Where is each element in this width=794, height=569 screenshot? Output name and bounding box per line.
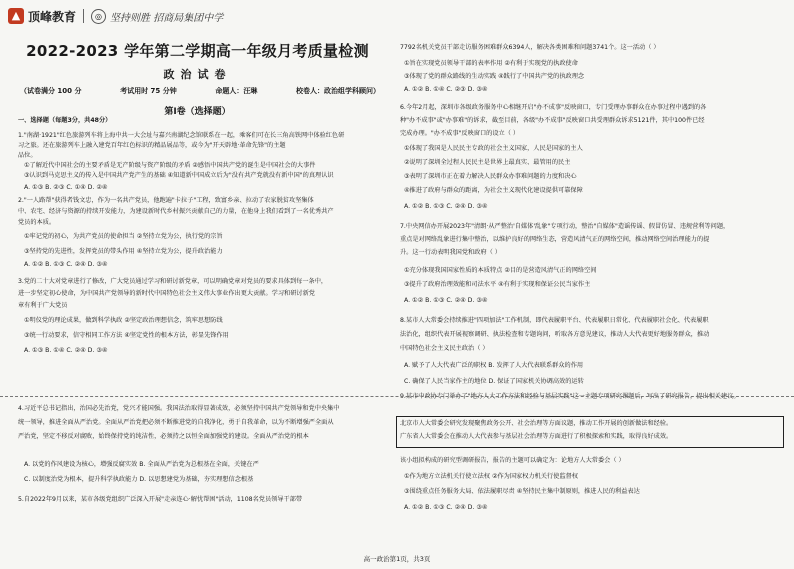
option-line: ②说明了深圳全过程人民民主是世界上最真实、最管用的民主 <box>404 159 571 166</box>
question-line: 9.某市中政协专门举办了"地方人大工作方法和经验与基层实践"这一主题专项研究课题后，写出了研究报告，提出相关建议。 <box>400 393 740 400</box>
option-line: ①旨在实现党员领导干部的表率作用 ②有利于实现党的执政使命 <box>404 60 578 67</box>
header-logo <box>8 6 223 26</box>
brand-name: 顶峰教育 <box>28 9 77 24</box>
option-line: ③提升了政府治理效能和司法水平 ④有利于实现和保证公民当家作主 <box>404 281 591 288</box>
handwritten-note: 坚持则胜 招商局集团中学 <box>110 12 224 24</box>
meta-author: 命题人：汪琳 <box>215 87 258 95</box>
peak-logo-icon: ▲ <box>8 8 24 24</box>
question-line: 7.中央网信办开展2023年"清朗·从严整治'自媒体'乱象"专项行动，整治"自媒体"造谣传谣、假冒仿冒、违规营利等问题， <box>400 223 730 230</box>
meta-reviewer: 校卷人：政治组学科顾问） <box>296 87 380 95</box>
question-line: 法治化，组织代表开展视察调研、执法检查和专题询问，听取各方意见建议，推动人大代表更好地服务群众，推动 <box>400 331 710 338</box>
answer-choices: A. ①② B. ①③ C. ②④ D. ③④ <box>404 297 488 304</box>
answer-choices: A. ①③ B. ②③ C. ①④ D. ②④ <box>24 184 108 191</box>
option-line: A. 赋予了人大代表广泛的职权 B. 发挥了人大代表联系群众的作用 <box>404 362 584 369</box>
option-line: ①体现了我国是人民民主专政的社会主义国家，人民是国家的主人 <box>404 145 583 152</box>
question-line: 进一步坚定初心使命，为中国共产党领导的新时代中国特色社会主义伟大事业作出更大贡献。学习和研讨新党 <box>18 290 315 297</box>
option-line: ①充分体现我国国家性质的本质特点 ②目的是营造风清气正的网络空间 <box>404 267 597 274</box>
question-line: 中、农宅、经济与资源的持续开发能力，为建设新时代乡村振兴贡献自己的力量，在他身上我们看到了一名优秀共产 <box>18 208 334 215</box>
question-line: 3.党的二十大对党章进行了修改，广大党员通过学习和研讨新党章，可以明确党章对党员的要求具体到每一条中， <box>18 278 328 285</box>
question-line: 1."南湖·1921"红色旅游列车将上海中共一大会址与嘉兴南湖纪念馆联系在一起，乘客们可在长三角高铁网中体验红色研 <box>18 132 345 139</box>
question-line: 完成办理。"办不成事"反映窗口的设立（ ） <box>400 130 520 137</box>
seal-icon: ◎ <box>91 9 106 24</box>
question-line: 严治党，坚定不移反对腐败，始终保持党的纯洁性，必须持之以恒全面加强党的建设。全面从严治党的根本 <box>18 433 309 440</box>
option-line: C. 确保了人民当家作主的地位 D. 保证了国家机关协调高效的运转 <box>404 378 584 385</box>
option-line: C. 以制度治党为根本，提升科学执政能力 D. 以思想建党为基础，夯实理想信念根基 <box>24 476 254 483</box>
option-line: A. 以党的作风建设为核心，增强反腐实效 B. 全面从严治党为总根基在全面，关键在严 <box>24 461 259 468</box>
meta-score: （试卷满分 100 分 <box>20 87 82 95</box>
question-line: 5.自2022年9月以来，某市各级党组织广泛深入开展"走亲连心·解忧帮困"活动，1108名党员领导干部带 <box>18 496 303 503</box>
question-line: 6.今年2月起，深圳市各级政务服务中心相继开启"办不成事"反映窗口，专门受理办事群众在办事过程中遇到的各 <box>400 104 707 111</box>
question-line: 升。这一行动表明我国党和政府（ ） <box>400 249 501 256</box>
page-footer: 高一政治第1页，共3页 <box>363 555 431 563</box>
question-line: 党员的本质。 <box>18 219 56 226</box>
option-line: ③表明了深圳市正在着力解决人民群众办事难问题的力度和决心 <box>404 173 577 180</box>
question-line: 种"办不成事"或"办事难"的诉求，截至目前，各级"办不成事"反映窗口共受理群众诉求5121件，其中100件已经 <box>400 117 705 124</box>
question-line: 统一领导，推进全面从严治党。全面从严治党把必须不断推进党的自我净化，勇于自我革命，以为不断增强严全面从 <box>18 419 334 426</box>
question-line: 重点是对网络乱象进行集中整治，以维护良好的网络生态，营造风清气正的网络空间，推动网络空间治理能力的提 <box>400 236 710 243</box>
question-line: 8.某市人大常委会持续推进"四项加法"工作机制，即代表履职平台、代表履职日常化、代表履职社会化、代表履职 <box>400 317 709 324</box>
question-line: 4.习近平总书记指出，治国必先治党，党兴才能国强。我国法治取得显著成效，必须坚持中国共产党领导和党中央集中 <box>18 405 340 412</box>
question-line: 习之旅。还在旅游列车上融入建党百年红色标识的精品展品等，或今为"开天辟地·革命先锋"的主题 <box>18 142 286 149</box>
option-line: ③围绕重点任务服务大局、依法履职尽责 ④坚持民主集中制原则，推进人民的利益表达 <box>404 488 640 495</box>
exam-subject: 政治试卷 <box>163 68 232 81</box>
exam-title: 2022-2023 学年第二学期高一年级月考质量检测 <box>26 42 369 60</box>
option-line: ③体现了党的群众路线的生动实践 ④践行了中国共产党的执政理念 <box>404 73 585 80</box>
option-line: ③认识到马克思主义的传入是中国共产党产生的基础 ④知道新中国成立后为"没有共产党就没有新中国"的真理认识 <box>24 172 334 179</box>
option-line: ④推进了政府与群众的距离，为社会主义现代化建设提供可靠保障 <box>404 187 583 194</box>
exam-meta <box>20 86 380 96</box>
fold-line <box>0 396 794 397</box>
option-line: ③统一行动要求，信守相同工作方法 ④坚定党性的根本方法，彰显先锋作用 <box>24 332 229 339</box>
option-line: ①了解近代中国社会的主要矛盾是无产阶级与资产阶级的矛盾 ②感悟中国共产党的诞生是中国社会的大事件 <box>24 162 316 169</box>
question-line: 7792名机关党员干部走访服务困难群众6394人，解决各类困难和问题3741个。这一活动（ ） <box>400 44 660 51</box>
question-line: 2."一人路帮"获得者钱文忠，作为一名共产党员，他跑遍"卡拉子"工程，致富乡亲、拉动了农家脱贫攻坚集体 <box>18 197 314 204</box>
option-line: ③坚持党的先进性，发挥党员的带头作用 ④坚持立党为公，提升政治能力 <box>24 248 223 255</box>
option-line: ①牢记党的初心，为共产党员的使命担当 ②坚持立党为公，执行党的宗旨 <box>24 233 223 240</box>
answer-choices: A. ①② B. ①③ C. ②④ D. ③④ <box>24 261 108 268</box>
question-line: 中国特色社会主义民主政治（ ） <box>400 345 489 352</box>
quote-line: 广东省人大常委会在推动人大代表参与基层社会治理等方面进行了积极探索和实践，取得良好成效。 <box>400 433 673 440</box>
answer-choices: A. ①② B. ①③ C. ②④ D. ③④ <box>404 203 488 210</box>
question-line: 品位。 <box>18 152 37 159</box>
option-line: ①作为地方立法机关行使立法权 ②作为国家权力机关行使监督权 <box>404 473 578 480</box>
question-line: 章有利于广大党员 <box>18 302 68 309</box>
question-line: 该小组拟构成的研究型调研报告，报告的主题可以确定为：论地方人大常委会（ ） <box>400 457 625 464</box>
section-heading: 一、选择题（每题3分，共48分） <box>18 117 112 124</box>
quote-line: 北京市人大常委会研究发现聚焦政务公开、社会治理等方面议题，推动工作开展的创新做法和经验。 <box>400 420 673 427</box>
answer-choices: A. ①③ B. ①④ C. ②④ D. ③④ <box>24 347 108 354</box>
part-heading: 第Ⅰ卷（选择题） <box>164 107 231 117</box>
option-line: ①明仪党的理论成果，做到科学执政 ②坚定政治理想信念，筑牢思想防线 <box>24 317 223 324</box>
meta-time: 考试用时 75 分钟 <box>120 87 177 95</box>
logo-divider <box>83 9 84 23</box>
answer-choices: A. ①② B. ①③ C. ②④ D. ③④ <box>404 504 488 511</box>
answer-choices: A. ①② B. ①④ C. ②③ D. ③④ <box>404 86 488 93</box>
